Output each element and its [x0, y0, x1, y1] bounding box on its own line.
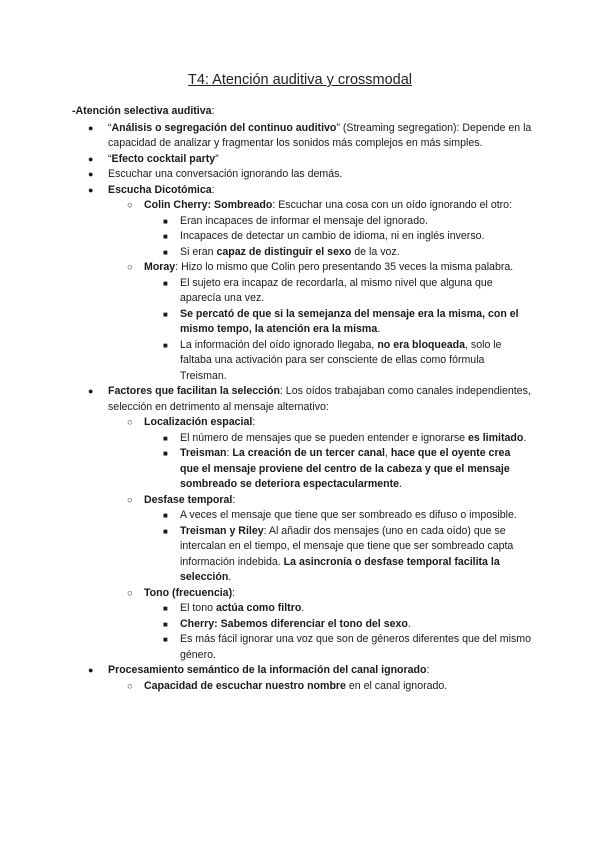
list-item	[72, 431, 532, 447]
section-heading	[72, 104, 532, 120]
list-item	[72, 260, 532, 276]
text: .	[399, 478, 402, 490]
square-bullet-icon: ■	[163, 604, 168, 613]
text: : Hizo lo mismo que Colin pero presentando 35 veces la misma palabra.	[175, 261, 514, 273]
circle-bullet-icon: ○	[127, 200, 133, 211]
list-item	[72, 338, 532, 385]
square-bullet-icon: ■	[163, 216, 168, 226]
bold-text: Análisis o segregación del continuo auditivo	[111, 121, 337, 134]
text: :	[211, 183, 215, 196]
square-bullet-icon: ■	[163, 247, 168, 257]
disc-bullet-icon: ●	[88, 169, 94, 179]
text: : Los oídos trabajaban como canales independientes, selección en detrimento al mensaje alternativo:	[108, 385, 531, 413]
bullet-list	[72, 121, 532, 695]
disc-bullet-icon: ●	[88, 184, 94, 195]
bold-text: capaz de distinguir el sexo	[216, 245, 352, 258]
list-item	[72, 415, 532, 431]
text: :	[252, 416, 256, 428]
list-item	[72, 632, 532, 663]
list-item	[72, 508, 532, 524]
section-heading-suffix: :	[211, 105, 215, 117]
bold-text: Tono (frecuencia)	[144, 586, 233, 599]
bold-text: hace que el oyente crea que el mensaje proviene del centro de la cabeza y que el mensaje sombreado se deteriora espectacularmente	[180, 447, 511, 490]
text: ”	[215, 152, 219, 165]
bold-text: Treisman	[180, 447, 227, 459]
list-item	[72, 446, 532, 493]
list-item	[72, 617, 532, 633]
bold-text: es limitado	[468, 431, 524, 444]
document-title: T4: Atención auditiva y crossmodal	[187, 72, 413, 88]
square-bullet-icon: ■	[163, 309, 168, 319]
list-item	[72, 663, 532, 679]
bold-text: Localización espacial	[144, 416, 253, 428]
text: ,	[384, 447, 391, 459]
bold-text: Efecto cocktail party	[111, 152, 216, 165]
list-item	[72, 586, 532, 602]
text: .	[301, 602, 305, 614]
square-bullet-icon: ■	[163, 511, 168, 520]
bold-text: Treisman y Riley	[180, 524, 264, 537]
text: Si eran	[180, 245, 217, 258]
square-bullet-icon: ■	[163, 340, 168, 350]
text: :	[226, 447, 233, 459]
square-bullet-icon: ■	[163, 433, 168, 443]
text: .	[407, 617, 411, 630]
circle-bullet-icon: ○	[127, 494, 133, 506]
list-item	[72, 307, 532, 338]
text: :	[232, 493, 236, 506]
text: “	[108, 121, 112, 134]
text: Eran incapaces de informar el mensaje del ignorado.	[180, 214, 428, 227]
bold-text: actúa como filtro	[215, 602, 302, 614]
bold-text: La creación de un tercer canal	[232, 447, 385, 459]
list-item	[72, 384, 532, 415]
text: El número de mensajes que se pueden entender e ignorarse	[180, 431, 468, 444]
bold-text: Factores que facilitan la selección	[108, 385, 280, 397]
text: El tono	[180, 602, 216, 614]
square-bullet-icon: ■	[163, 232, 168, 241]
text: .	[523, 431, 527, 444]
document-body	[72, 104, 532, 694]
list-item	[72, 167, 532, 183]
text: El sujeto era incapaz de recordarla, al mismo nivel que alguna que aparecía una vez.	[180, 276, 493, 304]
bold-text: Se percató de que si la semejanza del mensaje era la misma, con el mismo tempo, la atención era la misma	[180, 307, 519, 335]
list-item	[72, 679, 532, 695]
bold-text: Escucha Dicotómica	[108, 183, 212, 196]
section-heading-label: -Atención selectiva auditiva	[72, 105, 212, 117]
list-item	[72, 214, 532, 230]
text: ” (Streaming segregation): Depende en la capacidad de analizar y fragmentar los sonidos más complejos en más simples.	[108, 121, 532, 149]
list-item	[72, 183, 532, 199]
list-item	[72, 245, 532, 261]
bold-text: Desfase temporal	[144, 493, 233, 506]
bold-text: La asincronía o desfase temporal facilita la selección	[180, 555, 500, 583]
text: Escuchar una conversación ignorando las demás.	[108, 168, 343, 180]
circle-bullet-icon: ○	[127, 680, 133, 692]
list-item	[72, 229, 532, 245]
text: , solo le faltaba una activación para ser consciente de ellas como fórmula Treisman.	[180, 338, 502, 382]
bold-text: Capacidad de escuchar nuestro nombre	[144, 679, 346, 692]
disc-bullet-icon: ●	[88, 122, 94, 133]
bold-text: no era bloqueada	[377, 338, 466, 351]
list-item	[72, 276, 532, 307]
text: en el canal ignorado.	[345, 679, 448, 692]
circle-bullet-icon: ○	[127, 417, 133, 428]
text: Incapaces de detectar un cambio de idioma, ni en inglés inverso.	[180, 230, 485, 242]
bold-text: Cherry: Sabemos diferenciar el tono del sexo	[180, 617, 408, 630]
text: :	[232, 586, 236, 599]
disc-bullet-icon: ●	[88, 153, 94, 164]
square-bullet-icon: ■	[163, 619, 168, 629]
bold-text: Procesamiento semántico de la información del canal ignorado	[108, 664, 427, 676]
bold-text: Moray	[144, 261, 176, 273]
list-item	[72, 121, 532, 152]
text: de la voz.	[351, 245, 400, 258]
square-bullet-icon: ■	[163, 449, 168, 458]
text: : Escuchar una cosa con un oído ignorando el otro:	[272, 199, 513, 211]
circle-bullet-icon: ○	[127, 587, 133, 599]
disc-bullet-icon: ●	[88, 386, 94, 396]
text: La información del oído ignorado llegaba,	[180, 338, 378, 351]
text: :	[426, 664, 430, 676]
text: .	[377, 323, 381, 335]
list-item	[72, 198, 532, 214]
text: Es más fácil ignorar una voz que son de géneros diferentes que del mismo género.	[180, 633, 531, 661]
text: A veces el mensaje que tiene que ser sombreado es difuso o imposible.	[180, 509, 517, 521]
list-item	[72, 524, 532, 586]
bold-text: Colin Cherry: Sombreado	[144, 199, 273, 211]
list-item	[72, 152, 532, 168]
circle-bullet-icon: ○	[127, 262, 133, 273]
square-bullet-icon: ■	[163, 278, 168, 288]
text: “	[108, 152, 112, 165]
list-item	[72, 493, 532, 509]
list-item	[72, 601, 532, 617]
disc-bullet-icon: ●	[88, 665, 94, 675]
text: : Al añadir dos mensajes (uno en cada oído) que se intercalan en el tiempo, el mensaje que tiene que ser sombreado capta información indebida.	[180, 524, 514, 568]
square-bullet-icon: ■	[163, 526, 168, 536]
text: .	[228, 571, 232, 583]
square-bullet-icon: ■	[163, 635, 168, 644]
